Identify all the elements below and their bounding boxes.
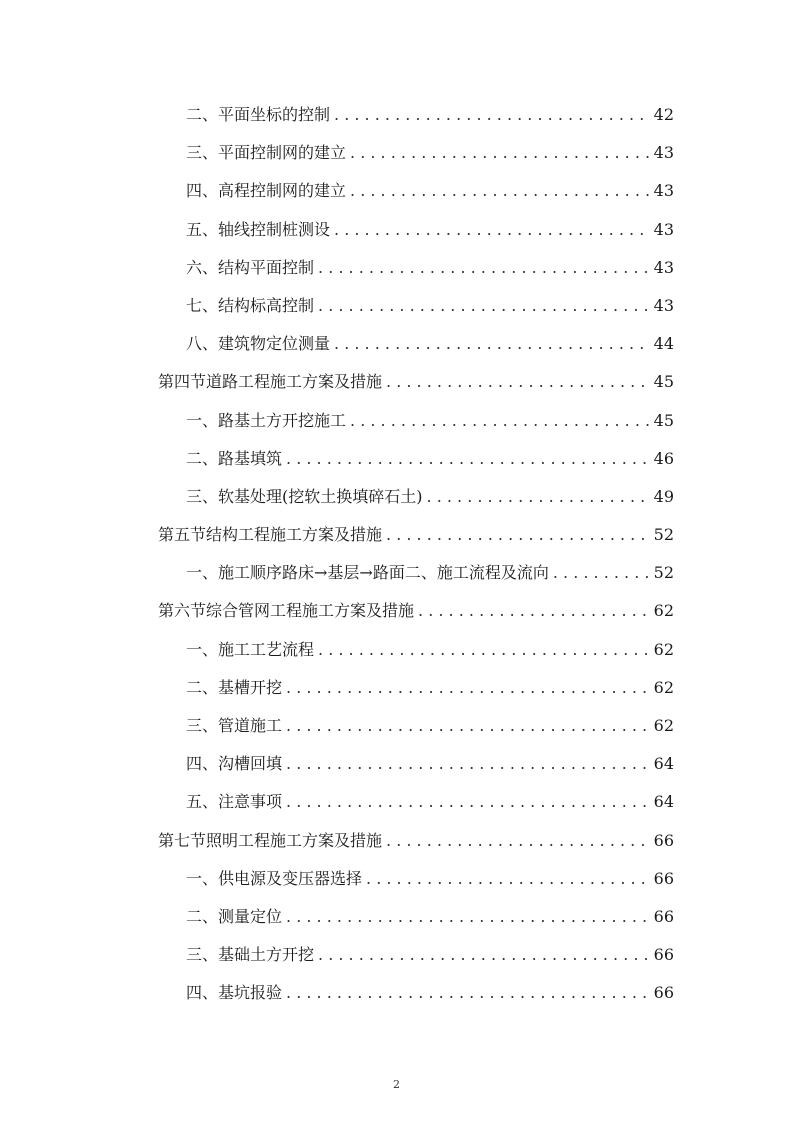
toc-leader-dots <box>386 822 650 860</box>
toc-entry-number: 第七节 <box>158 830 207 850</box>
toc-entry[interactable] <box>158 478 674 516</box>
toc-entry-number: 三、 <box>186 945 219 965</box>
toc-leader-dots <box>318 249 650 287</box>
toc-entry-title: 结构平面控制 <box>218 257 315 277</box>
toc-entry-title: 照明工程施工方案及措施 <box>206 830 383 850</box>
toc-leader-dots <box>286 974 650 1012</box>
toc-leader-dots <box>286 669 650 707</box>
toc-entry-number: 六、 <box>186 257 219 277</box>
toc-entry-number: 二、 <box>186 677 219 697</box>
toc-entry-title: 测量定位 <box>218 906 283 926</box>
toc-section-entry[interactable] <box>158 516 674 554</box>
toc-entry-title: 施工工艺流程 <box>218 639 315 659</box>
toc-entry-page: 64 <box>653 792 674 812</box>
toc-entry[interactable] <box>158 974 674 1012</box>
toc-entry-number: 五、 <box>186 792 219 812</box>
toc-entry[interactable] <box>158 211 674 249</box>
toc-entry[interactable] <box>158 96 674 134</box>
toc-entry-page: 43 <box>653 219 674 239</box>
toc-entry[interactable] <box>158 172 674 210</box>
toc-entry-title: 路基填筑 <box>218 448 283 468</box>
toc-entry-page: 49 <box>653 486 674 506</box>
toc-leader-dots <box>318 287 650 325</box>
toc-entry[interactable] <box>158 898 674 936</box>
toc-entry-title: 软基处理(挖软土换填碎石土) <box>218 486 423 506</box>
toc-entry[interactable] <box>158 325 674 363</box>
toc-entry-title: 道路工程施工方案及措施 <box>206 372 383 392</box>
toc-entry-title: 供电源及变压器选择 <box>218 868 363 888</box>
toc-entry[interactable] <box>158 669 674 707</box>
toc-entry-title: 基槽开挖 <box>218 677 283 697</box>
toc-entry-page: 44 <box>653 334 674 354</box>
toc-leader-dots <box>286 440 650 478</box>
toc-entry-number: 四、 <box>186 754 219 774</box>
toc-entry-title: 基坑报验 <box>218 983 283 1003</box>
toc-entry-page: 46 <box>653 448 674 468</box>
toc-entry-page: 62 <box>653 639 674 659</box>
toc-entry-number: 二、 <box>186 105 219 124</box>
page-footer-number: 2 <box>393 1078 400 1091</box>
toc-entry-number: 三、 <box>186 143 219 163</box>
toc-leader-dots <box>350 134 650 172</box>
toc-entry-title: 结构工程施工方案及措施 <box>206 525 383 545</box>
toc-entry-number: 一、 <box>186 639 219 659</box>
toc-entry-title: 建筑物定位测量 <box>218 334 331 354</box>
toc-entry[interactable] <box>158 554 674 592</box>
toc-entry-number: 第四节 <box>158 372 207 392</box>
toc-entry-number: 一、 <box>186 410 219 430</box>
toc-entry-title: 施工顺序路床→基层→路面二、施工流程及流向 <box>218 563 549 583</box>
toc-entry-number: 八、 <box>186 334 219 354</box>
toc-entry-page: 62 <box>653 677 674 697</box>
toc-entry-number: 七、 <box>186 295 219 315</box>
toc-entry-title: 平面控制网的建立 <box>218 143 347 163</box>
table-of-contents <box>158 96 674 1013</box>
toc-entry-page: 66 <box>653 945 674 965</box>
toc-entry-number: 一、 <box>186 563 219 583</box>
toc-leader-dots <box>286 745 650 783</box>
toc-leader-dots <box>318 936 650 974</box>
toc-entry-page: 66 <box>653 830 674 850</box>
toc-entry[interactable] <box>158 440 674 478</box>
toc-leader-dots <box>427 478 650 516</box>
toc-entry[interactable] <box>158 860 674 898</box>
toc-leader-dots <box>350 172 650 210</box>
toc-entry-page: 43 <box>653 257 674 277</box>
toc-leader-dots <box>350 402 650 440</box>
toc-entry-page: 66 <box>653 983 674 1003</box>
toc-entry-page: 66 <box>653 868 674 888</box>
toc-entry-page: 43 <box>653 181 674 201</box>
toc-entry-page: 52 <box>653 563 674 583</box>
toc-entry-title: 综合管网工程施工方案及措施 <box>206 601 415 621</box>
toc-leader-dots <box>334 211 650 249</box>
toc-entry-title: 高程控制网的建立 <box>218 181 347 201</box>
toc-entry-number: 五、 <box>186 219 219 239</box>
toc-leader-dots <box>286 783 650 821</box>
toc-entry-page: 45 <box>653 372 674 392</box>
toc-entry[interactable] <box>158 745 674 783</box>
toc-leader-dots <box>386 516 650 554</box>
toc-section-entry[interactable] <box>158 363 674 401</box>
toc-entry-title: 结构标高控制 <box>218 295 315 315</box>
toc-entry[interactable] <box>158 287 674 325</box>
toc-entry-page: 42 <box>653 105 674 124</box>
toc-entry-title: 路基土方开挖施工 <box>218 410 347 430</box>
toc-entry[interactable] <box>158 134 674 172</box>
toc-leader-dots <box>334 96 650 134</box>
toc-leader-dots <box>286 707 650 745</box>
toc-entry-page: 66 <box>653 906 674 926</box>
toc-entry-number: 第六节 <box>158 601 207 621</box>
toc-entry-title: 基础土方开挖 <box>218 945 315 965</box>
toc-entry-number: 三、 <box>186 716 219 735</box>
toc-entry-number: 二、 <box>186 906 219 926</box>
toc-entry-number: 第五节 <box>158 525 207 545</box>
toc-entry-page: 62 <box>653 601 674 621</box>
toc-entry-number: 二、 <box>186 448 219 468</box>
toc-entry-number: 四、 <box>186 983 219 1003</box>
toc-section-entry[interactable] <box>158 592 674 630</box>
toc-section-entry[interactable] <box>158 822 674 860</box>
toc-leader-dots <box>386 363 650 401</box>
toc-entry-number: 一、 <box>186 868 219 888</box>
toc-entry-title: 注意事项 <box>218 792 283 812</box>
toc-leader-dots <box>318 631 650 669</box>
toc-entry-title: 沟槽回填 <box>218 754 283 774</box>
toc-leader-dots <box>418 592 650 630</box>
toc-entry-page: 45 <box>653 410 674 430</box>
toc-entry-number: 四、 <box>186 181 219 201</box>
toc-entry-page: 43 <box>653 295 674 315</box>
toc-entry-page: 43 <box>653 143 674 163</box>
toc-entry[interactable] <box>158 249 674 287</box>
toc-entry-title: 平面坐标的控制 <box>218 105 331 124</box>
toc-entry[interactable] <box>158 402 674 440</box>
toc-entry-page: 64 <box>653 754 674 774</box>
toc-leader-dots <box>553 554 650 592</box>
toc-leader-dots <box>366 860 650 898</box>
toc-entry[interactable] <box>158 936 674 974</box>
toc-leader-dots <box>286 898 650 936</box>
toc-entry-page: 62 <box>653 716 674 735</box>
toc-leader-dots <box>334 325 650 363</box>
toc-entry-number: 三、 <box>186 486 219 506</box>
toc-entry[interactable] <box>158 631 674 669</box>
toc-entry-title: 轴线控制桩测设 <box>218 219 331 239</box>
toc-entry-title: 管道施工 <box>218 716 283 735</box>
toc-entry[interactable] <box>158 707 674 745</box>
toc-entry[interactable] <box>158 783 674 821</box>
toc-entry-page: 52 <box>653 525 674 545</box>
